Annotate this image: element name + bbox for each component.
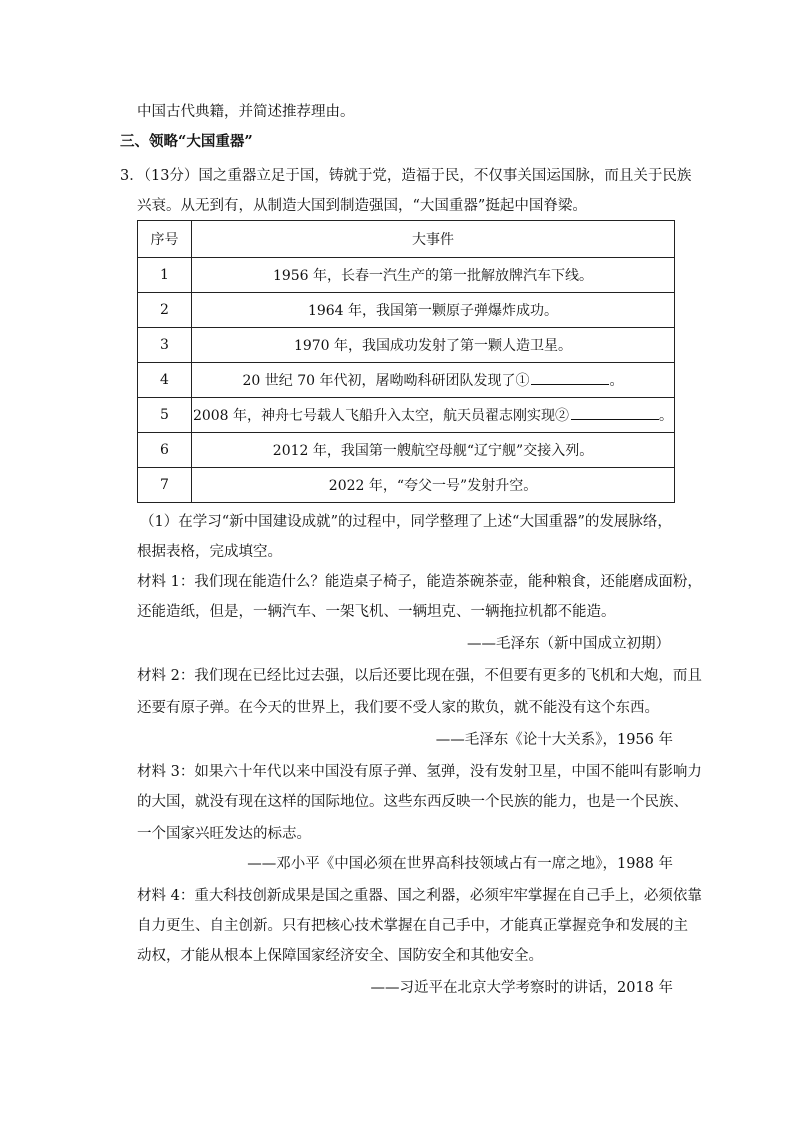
material-3-line-2: 的大国，就没有现在这样的国际地位。这些东西反映一个民族的能力，也是一个民族、 xyxy=(137,794,688,810)
row-event-suffix: 。 xyxy=(659,408,674,424)
question-line-2: 兴衰。从无到有，从制造大国到制造强国，“大国重器”挺起中国脊梁。 xyxy=(137,198,587,214)
table-row xyxy=(138,328,675,363)
material-1-line-1: 材料 1：我们现在能造什么？能造桌子椅子，能造茶碗茶壶，能种粮食，还能磨成面粉， xyxy=(137,574,702,590)
row-event-text: 20 世纪 70 年代初，屠呦呦科研团队发现了① xyxy=(242,373,530,389)
table-row xyxy=(138,258,675,293)
table-row xyxy=(138,398,675,433)
row-event: 1970 年，我国成功发射了第一颗人造卫星。 xyxy=(192,328,675,363)
table-row xyxy=(138,468,675,503)
material-4-source: ——习近平在北京大学考察时的讲话，2018 年 xyxy=(370,980,673,996)
material-2-line-2: 还要有原子弹。在今天的世界上，我们要不受人家的欺负，就不能没有这个东西。 xyxy=(137,700,659,716)
section-title: 三、领略“大国重器” xyxy=(120,133,253,150)
material-3-line-3: 一个国家兴旺发达的标志。 xyxy=(137,826,311,842)
material-4-line-2: 自力更生、自主创新。只有把核心技术掌握在自己手中，才能真正掌握竞争和发展的主 xyxy=(137,918,688,934)
row-event: 2022 年，“夸父一号”发射升空。 xyxy=(192,468,675,503)
events-table xyxy=(137,220,675,503)
question-line-1: 3．（13分）国之重器立足于国，铸就于党，造福于民，不仅事关国运国脉，而且关于民族 xyxy=(120,168,692,184)
subquestion-1-line-1: （1）在学习“新中国建设成就”的过程中，同学整理了上述“大国重器”的发展脉络， xyxy=(140,514,672,530)
row-number: 7 xyxy=(138,468,192,503)
row-event xyxy=(192,363,675,398)
material-3-source: ——邓小平《中国必须在世界高科技领域占有一席之地》，1988 年 xyxy=(247,856,673,872)
row-number: 5 xyxy=(138,398,192,433)
header-event: 大事件 xyxy=(192,221,675,258)
table-row xyxy=(138,433,675,468)
row-event-suffix: 。 xyxy=(609,373,624,389)
row-number: 3 xyxy=(138,328,192,363)
answer-blank-2[interactable] xyxy=(571,405,659,420)
table-header-row xyxy=(138,221,675,258)
header-number: 序号 xyxy=(138,221,192,258)
table-row xyxy=(138,293,675,328)
table-row xyxy=(138,363,675,398)
row-event: 1956 年，长春一汽生产的第一批解放牌汽车下线。 xyxy=(192,258,675,293)
material-2-source: ——毛泽东《论十大关系》，1956 年 xyxy=(435,732,673,748)
material-3-line-1: 材料 3：如果六十年代以来中国没有原子弹、氢弹，没有发射卫星，中国不能叫有影响力 xyxy=(137,764,702,780)
material-4-line-1: 材料 4：重大科技创新成果是国之重器、国之利器，必须牢牢掌握在自己手上，必须依靠 xyxy=(137,888,702,904)
material-1-line-2: 还能造纸，但是，一辆汽车、一架飞机、一辆坦克、一辆拖拉机都不能造。 xyxy=(137,604,616,620)
intro-line: 中国古代典籍，并简述推荐理由。 xyxy=(137,104,355,120)
material-1-source: ——毛泽东（新中国成立初期） xyxy=(467,636,670,652)
material-4-line-3: 动权，才能从根本上保障国家经济安全、国防安全和其他安全。 xyxy=(137,948,543,964)
row-event xyxy=(192,398,675,433)
row-number: 6 xyxy=(138,433,192,468)
row-number: 4 xyxy=(138,363,192,398)
subquestion-1-line-2: 根据表格，完成填空。 xyxy=(137,544,282,560)
answer-blank-1[interactable] xyxy=(531,370,609,385)
row-event: 2012 年，我国第一艘航空母舰“辽宁舰”交接入列。 xyxy=(192,433,675,468)
row-event-text: 2008 年，神舟七号载人飞船升入太空，航天员翟志刚实现② xyxy=(192,408,570,424)
material-2-line-1: 材料 2：我们现在已经比过去强，以后还要比现在强，不但要有更多的飞机和大炮，而且 xyxy=(137,668,702,684)
row-number: 2 xyxy=(138,293,192,328)
row-event: 1964 年，我国第一颗原子弹爆炸成功。 xyxy=(192,293,675,328)
row-number: 1 xyxy=(138,258,192,293)
